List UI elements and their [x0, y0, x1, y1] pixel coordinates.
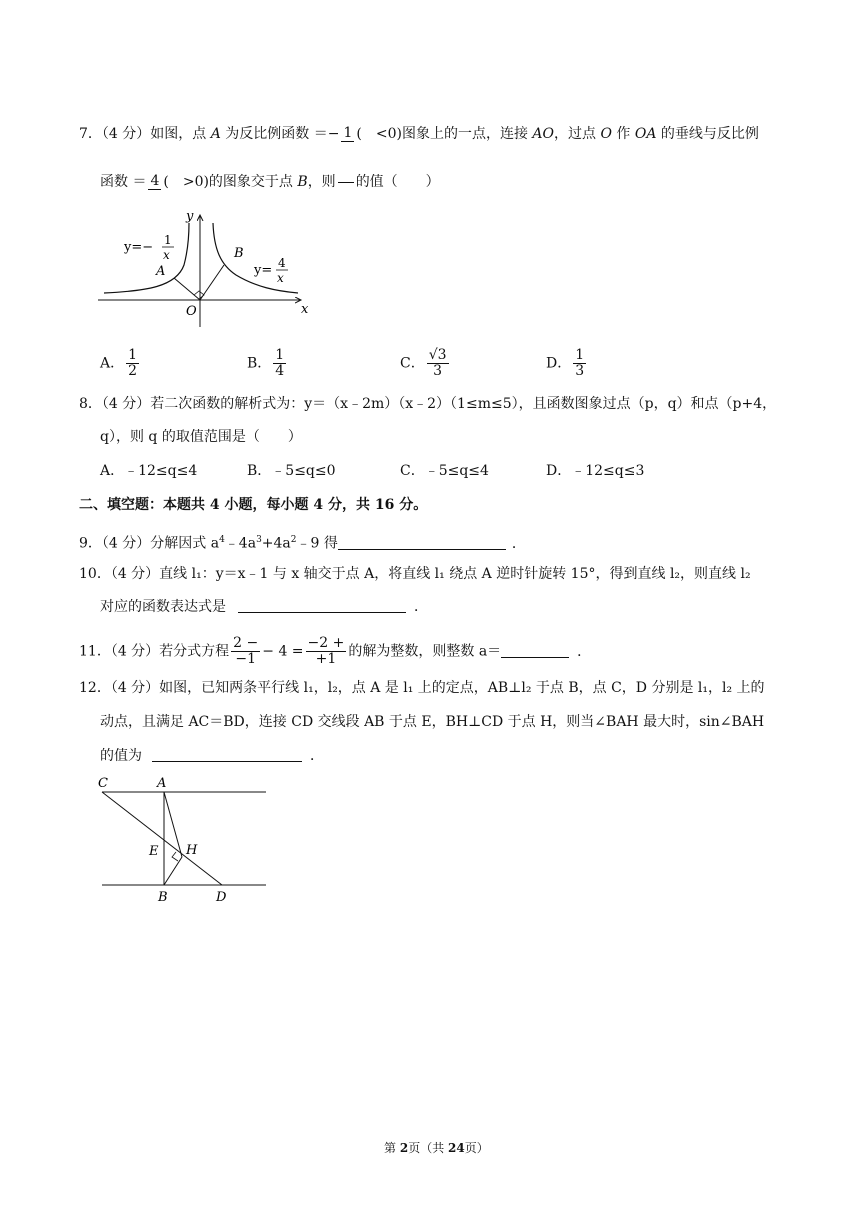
q8-line1: 8．（4 分）若二次函数的解析式为：y＝（x﹣2m）（x﹣2）（1≤m≤5），且函数图象过点（p，q）和点（p+4，	[79, 396, 777, 412]
q12-figure	[96, 775, 271, 905]
label-D: D	[216, 890, 227, 905]
y-axis-label: y	[186, 209, 194, 224]
segment-OA	[174, 278, 200, 300]
q7-option-a: A． $\frac{1}{2}$	[100, 347, 138, 379]
label-B: B	[158, 890, 168, 905]
curve1-label: y=−	[124, 240, 154, 255]
page-footer: 第 2页（共 24页）	[384, 1141, 489, 1155]
q10-answer-blank[interactable]	[238, 598, 406, 613]
q7-option-c: C． $\frac{√3}{3}$	[400, 347, 447, 379]
curve2-label: y=	[254, 263, 273, 278]
label-C: C	[98, 776, 108, 791]
q12-answer-blank[interactable]	[152, 747, 302, 762]
curve2-den: x	[277, 271, 284, 285]
point-B-label: B	[234, 246, 244, 261]
q8-option-c: C．﹣5≤q≤4	[400, 463, 489, 479]
q7-option-b: B． $\frac{1}{4}$	[247, 347, 285, 379]
curve-neg-1-over-x	[104, 223, 189, 293]
origin-label: O	[186, 304, 197, 319]
x-axis-label: x	[301, 302, 309, 317]
curve1-num: 1	[164, 233, 172, 247]
q12-line3: 的值为 ．	[100, 748, 324, 764]
q7-option-d: D． $\frac{1}{3}$	[546, 347, 585, 379]
q8-option-a: A．﹣12≤q≤4	[100, 463, 198, 479]
q11-line: 11．（4 分）若分式方程 $\frac{2 -}{-1}$ − 4 = $\frac{-2 +}{+1}$ 的解为整数，则整数 a＝ ．	[79, 635, 592, 667]
q7-func2-fraction: 4	[150, 173, 160, 189]
q8-option-b: B．﹣5≤q≤0	[247, 463, 336, 479]
q9-answer-blank[interactable]	[338, 535, 506, 550]
q7-line2: 函数 ＝ 4 ( >0)的图象交于点 B，则 的值（ ）	[100, 173, 440, 190]
q7-ratio-fraction	[338, 182, 354, 183]
q7-graph	[96, 205, 316, 330]
q7-line1: 7．（4 分）如图，点 A 为反比例函数 ＝− 1 ( <0)图象上的一点，连接 AO，过点 O 作 OA 的垂线与反比例	[79, 125, 759, 142]
point-A-label: A	[156, 264, 166, 279]
q11-answer-blank[interactable]	[501, 643, 569, 658]
section2-title: 二、填空题：本题共 4 小题，每小题 4 分，共 16 分。	[79, 497, 428, 513]
q11-fraction-1: $\frac{2 -}{-1}$	[233, 635, 259, 667]
q10-line2: 对应的函数表达式是 ．	[100, 599, 428, 615]
q8-line2: q），则 q 的取值范围是（ ）	[100, 429, 302, 445]
q12-line2: 动点，且满足 AC＝BD，连接 CD 交线段 AB 于点 E，BH⊥CD 于点 H，则当∠BAH 最大时，sin∠BAH	[100, 714, 765, 730]
curve1-den: x	[163, 248, 170, 262]
q9-line: 9．（4 分）分解因式 $a^4﹣4a^3+4a^2﹣9$ 得 ．	[79, 535, 526, 552]
curve2-num: 4	[278, 256, 286, 270]
label-A: A	[157, 776, 167, 791]
q10-line1: 10．（4 分）直线 l₁：y＝x﹣1 与 x 轴交于点 A，将直线 l₁ 绕点 A 逆时针旋转 15°，得到直线 l₂，则直线 l₂	[79, 566, 751, 582]
q12-line1: 12．（4 分）如图，已知两条平行线 l₁，l₂，点 A 是 l₁ 上的定点，AB⊥l₂ 于点 B，点 C，D 分别是 l₁，l₂ 上的	[79, 680, 765, 696]
q8-option-d: D．﹣12≤q≤3	[546, 463, 645, 479]
label-E: E	[149, 844, 159, 859]
label-H: H	[186, 843, 198, 858]
segment-CD	[102, 792, 222, 885]
right-angle-mark	[194, 291, 204, 299]
q11-fraction-2: $\frac{-2 +}{+1}$	[307, 635, 345, 667]
q7-func1-fraction: 1	[343, 125, 353, 141]
segment-BH	[164, 857, 182, 885]
right-angle-mark-H	[172, 852, 178, 861]
